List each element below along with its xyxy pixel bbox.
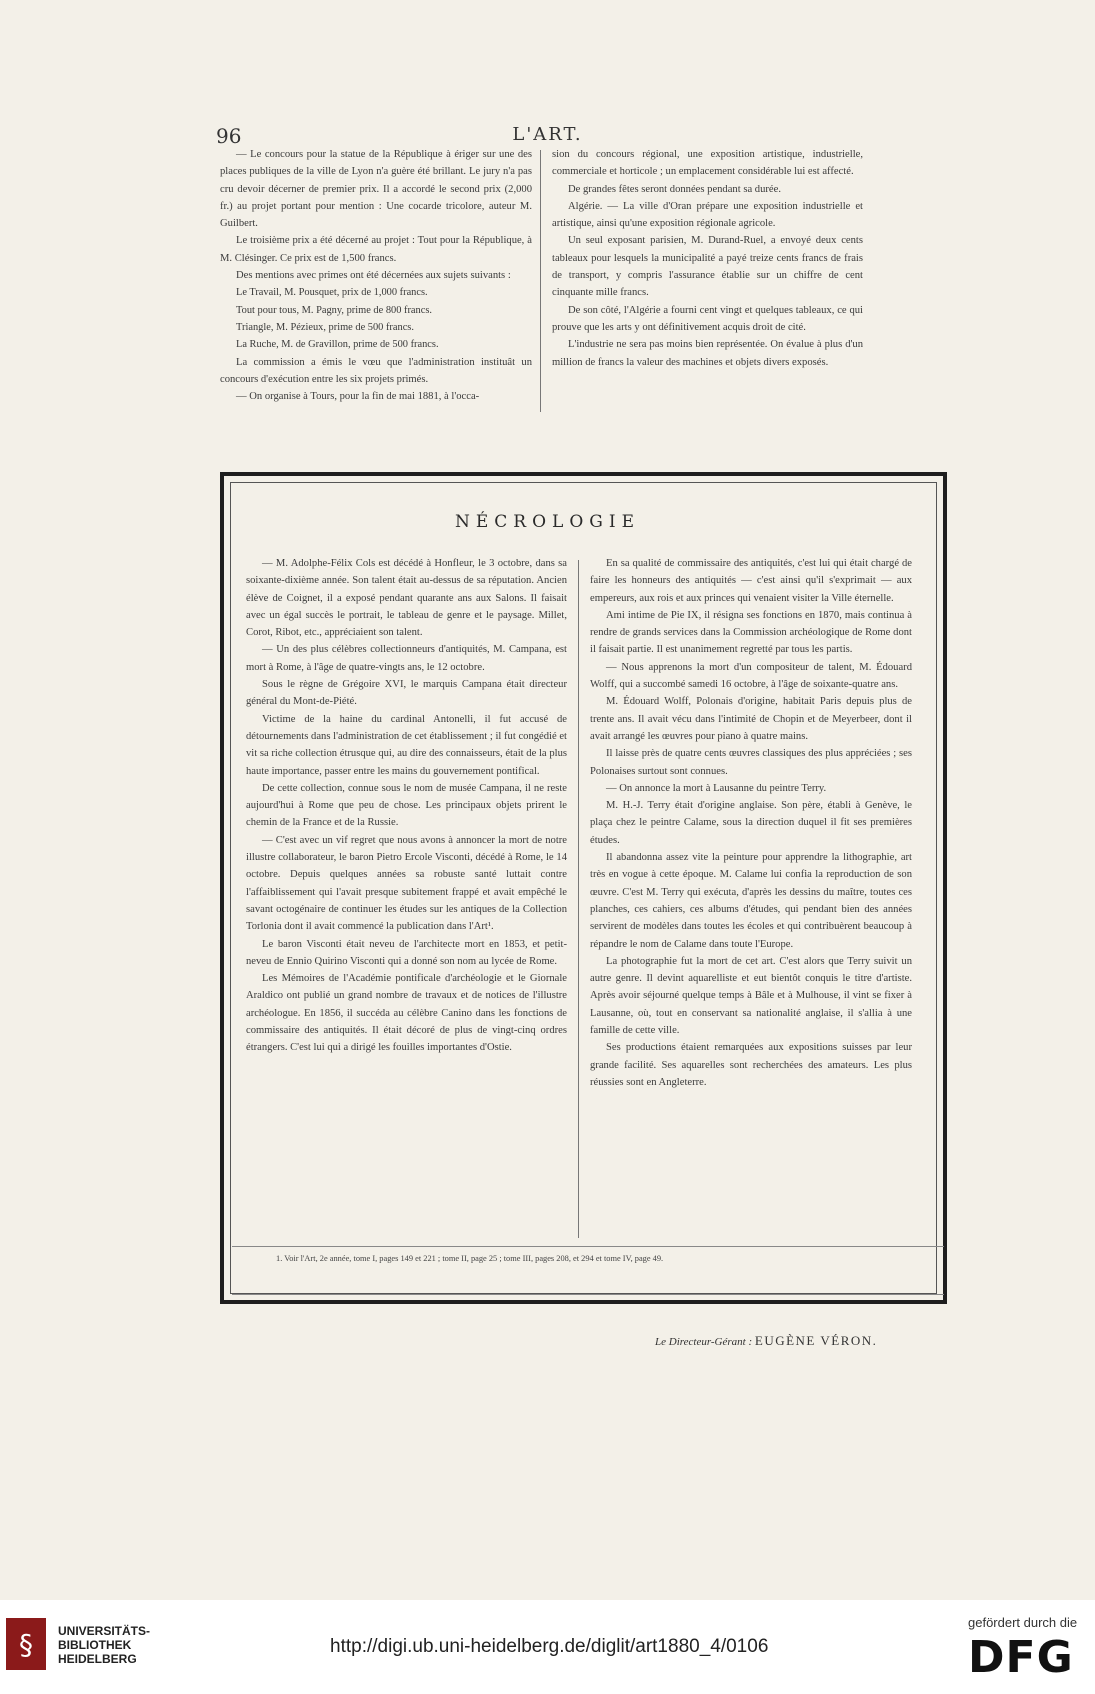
dfg-logo: DFG xyxy=(968,1632,1074,1683)
institution-name xyxy=(58,1624,150,1666)
paragraph: De cette collection, connue sous le nom de musée Campana, il ne reste aujourd'hui à Rome que peu de chose. Les principaux objets prirent le chemin de la France et de la Russie. xyxy=(246,782,567,829)
funding-caption: gefördert durch die xyxy=(968,1615,1078,1630)
paragraph: Le Travail, M. Pousquet, prix de 1,000 francs. xyxy=(236,287,428,299)
institution-line: HEIDELBERG xyxy=(58,1652,137,1666)
paragraph: Sous le règne de Grégoire XVI, le marquis Campana était directeur général du Mont-de-Piété. xyxy=(246,679,567,708)
paragraph: Victime de la haine du cardinal Antonelli, il fut accusé de détournements dans l'administration de cet établissement ; il fut congédié et vit sa riche collection étrusque qui, au dire des connaisseurs, était de la plus haute importance, passer entre les mains du gouvernement pontifical. xyxy=(246,713,567,777)
paragraph: En sa qualité de commissaire des antiquités, c'est lui qui était chargé de faire les honneurs des antiquités — c'est ainsi qu'il s'exprimait — aux empereurs, aux rois et aux princes qui venaient visiter la Ville éternelle. xyxy=(590,558,912,604)
obituary-column-right xyxy=(590,555,912,1091)
paragraph: — M. Adolphe-Félix Cols est décédé à Honfleur, le 3 octobre, dans sa soixante-dixième année. Son talent était au-dessus de sa réputation. Ancien élève de Coignet, il a exposé pendant quarante ans aux Salons. Il faisait avec un égal succès le portrait, le tableau de genre et le paysage. Millet, Corot, Ribot, etc., appréciaient son talent. xyxy=(246,558,567,639)
paragraph: — Nous apprenons la mort d'un compositeur de talent, M. Édouard Wolff, qui a succombé samedi 16 octobre, à l'âge de soixante-quatre ans. xyxy=(590,661,912,691)
paragraph: De son côté, l'Algérie a fourni cent vingt et quelques tableaux, ce qui prouve que les arts y ont définitivement acquis droit de cité. xyxy=(552,304,863,333)
paragraph: Un seul exposant parisien, M. Durand-Ruel, a envoyé deux cents tableaux pour lesquels la municipalité a payé treize cents francs de frais de transport, y compris l'assurance établie sur un chiffre de cent cinquante mille francs. xyxy=(552,235,863,299)
article-column-left xyxy=(220,146,532,405)
paragraph: Il laisse près de quatre cents œuvres classiques des plus appréciées ; ses Polonaises surtout sont connues. xyxy=(590,748,912,777)
page-number: 96 xyxy=(216,124,242,148)
institution-line: BIBLIOTHEK xyxy=(58,1638,132,1652)
paragraph: — C'est avec un vif regret que nous avons à annoncer la mort de notre illustre collaborateur, le baron Pietro Ercole Visconti, décédé à Rome, le 14 octobre. Depuis quelques années sa robuste santé luttait contre l'affaiblissement qui l'avait presque subitement frappé et avait empêché le savant octogénaire de continuer les études sur les antiques de la Collection Torlonia dont il avait commencé la publication dans l'Art¹. xyxy=(246,834,567,933)
journal-title: L'ART. xyxy=(512,124,583,145)
paragraph: Tout pour tous, M. Pagny, prime de 800 francs. xyxy=(236,304,432,316)
paragraph: Des mentions avec primes ont été décernées aux sujets suivants : xyxy=(236,270,511,282)
paragraph: sion du concours régional, une exposition artistique, industrielle, commerciale et horticole ; un emplacement considérable lui est affecté. xyxy=(552,149,863,178)
obituary-column-left xyxy=(246,555,567,1057)
paragraph: La commission a émis le vœu que l'administration instituât un concours d'exécution entre les six projets primés. xyxy=(220,356,532,385)
paragraph: — Le concours pour la statue de la République à ériger sur une des places publiques de la ville de Lyon n'a guère été brillant. Le jury n'a pas cru devoir décerner de premier prix. Il a accordé le second prix (2,000 fr.) au projet portant pour mention : Une cocarde tricolore, auteur M. Guilbert. xyxy=(220,149,532,230)
university-library-logo: § xyxy=(6,1618,46,1670)
paragraph: Les Mémoires de l'Académie pontificale d'archéologie et le Giornale Araldico ont publié un grand nombre de travaux et de notices de l'illustre archéologue. En 1856, il succéda au célèbre Canino dans les fonctions de commissaire des antiquités. Il était décoré de plus de vingt-cinq ordres étrangers. C'est lui qui a dirigé les fouilles importantes d'Ostie. xyxy=(246,973,567,1054)
paragraph: De grandes fêtes seront données pendant sa durée. xyxy=(568,183,781,195)
paragraph: M. Édouard Wolff, Polonais d'origine, habitait Paris depuis plus de trente ans. Il avait vécu dans l'intimité de Chopin et de Meyerbeer, dont il avait arrangé les œuvres pour piano à quatre mains. xyxy=(590,696,912,742)
paragraph: L'industrie ne sera pas moins bien représentée. On évalue à plus d'un million de francs la valeur des machines et objets divers exposés. xyxy=(552,339,863,368)
obituary-column-divider xyxy=(578,560,579,1238)
paragraph: Triangle, M. Pézieux, prime de 500 francs. xyxy=(236,321,414,333)
paragraph: — On organise à Tours, pour la fin de mai 1881, à l'occa- xyxy=(236,391,480,403)
paragraph: — Un des plus célèbres collectionneurs d'antiquités, M. Campana, est mort à Rome, à l'âge de quatre-vingts ans, le 12 octobre. xyxy=(246,644,567,673)
signature xyxy=(655,1333,877,1349)
institution-line: UNIVERSITÄTS- xyxy=(58,1624,151,1638)
paragraph: Le baron Visconti était neveu de l'architecte mort en 1853, et petit-neveu de Ennio Quirino Visconti qui a donné son nom au lycée de Rome. xyxy=(246,938,567,967)
signature-name: EUGÈNE VÉRON. xyxy=(754,1333,878,1348)
paragraph: Ses productions étaient remarquées aux expositions suisses par leur grande facilité. Ses aquarelles sont recherchées des amateurs. Les plus réussies sont en Angleterre. xyxy=(590,1042,912,1088)
paragraph: La photographie fut la mort de cet art. C'est alors que Terry suivit un autre genre. Il devint aquarelliste et eut bientôt conquis le titre d'artiste. Après avoir séjourné quelque temps à Bâle et à Mulhouse, il vint se fixer à Lausanne, où, tout en conservant sa nationalité anglaise, il s'allia à une famille de cette ville. xyxy=(590,955,912,1037)
paragraph: Algérie. — La ville d'Oran prépare une exposition industrielle et artistique, ainsi qu'une exposition régionale agricole. xyxy=(552,200,863,230)
bottom-rule xyxy=(232,1294,944,1295)
paragraph: La Ruche, M. de Gravillon, prime de 500 francs. xyxy=(236,339,439,351)
signature-label: Le Directeur-Gérant : xyxy=(655,1336,753,1348)
paragraph: Le troisième prix a été décerné au projet : Tout pour la République, à M. Clésinger. Ce prix est de 1,500 francs. xyxy=(220,235,532,264)
article-column-right xyxy=(552,146,863,371)
source-url-link[interactable]: http://digi.ub.uni-heidelberg.de/diglit/art1880_4/0106 xyxy=(330,1636,769,1657)
column-divider xyxy=(540,150,541,412)
paragraph: M. H.-J. Terry était d'origine anglaise. Son père, établi à Genève, le plaça chez le peintre Calame, sous la direction duquel il fit ses premières études. xyxy=(590,800,912,846)
paragraph: Il abandonna assez vite la peinture pour apprendre la lithographie, art très en vogue à cette époque. M. Calame lui confia la reproduction de son œuvre. C'est M. Terry qui exécuta, d'après les dessins du maître, toutes ces planches, ces cahiers, ces albums d'études, qui pendant bien des années servirent de modèles dans toutes les écoles et qui contribuèrent beaucoup à répandre le nom de Calame dans toute l'Europe. xyxy=(590,852,912,950)
section-title: NÉCROLOGIE xyxy=(455,512,640,532)
footnote: 1. Voir l'Art, 2e année, tome I, pages 149 et 221 ; tome II, page 25 ; tome III, pages 208, et 294 et tome IV, page 49. xyxy=(276,1254,664,1263)
paragraph: — On annonce la mort à Lausanne du peintre Terry. xyxy=(606,782,827,794)
footnote-rule xyxy=(232,1246,944,1247)
paragraph: Ami intime de Pie IX, il résigna ses fonctions en 1870, mais continua à rendre de grands services dans la Commission archéologique de Rome dont il faisait partie. Il est unanimement regretté par tous les partis. xyxy=(590,609,912,656)
